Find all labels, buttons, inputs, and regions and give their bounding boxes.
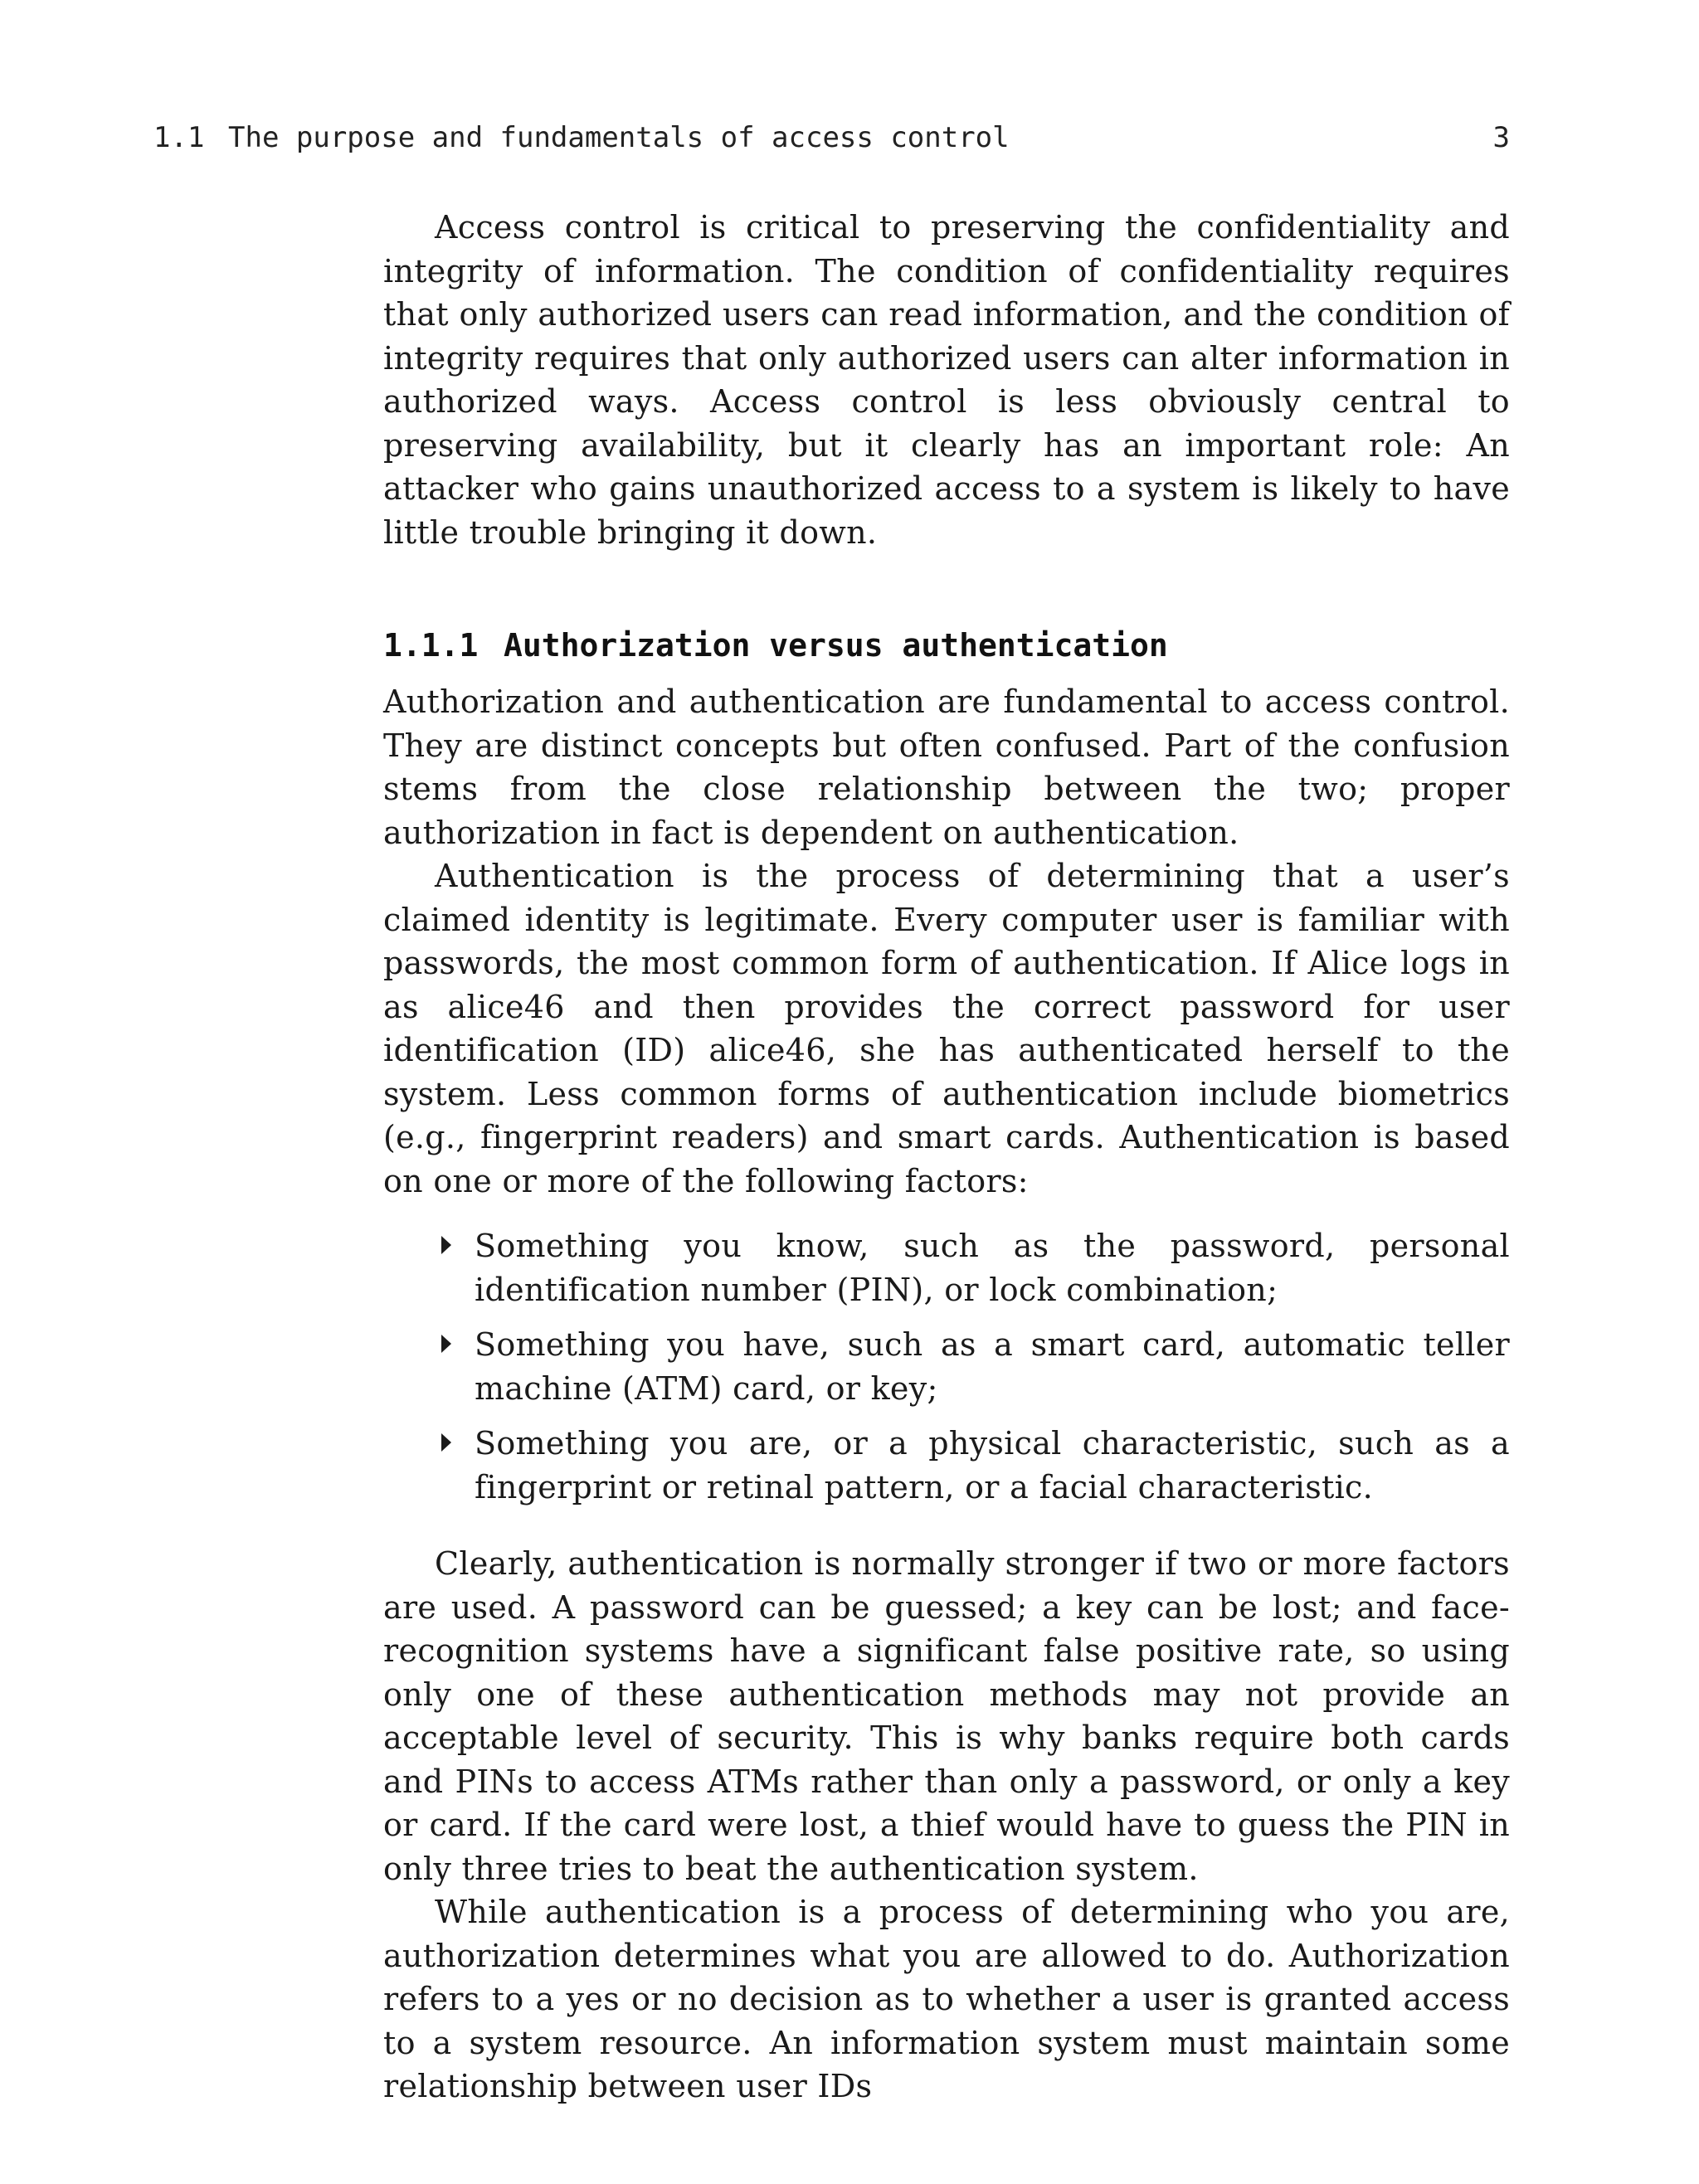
factor-text: Something you know, such as the password, personal identification number (PIN), or lock combination; [475,1228,1510,1308]
paragraph-authorization-intro: Authorization and authentication are fundamental to access control. They are distinct concepts but often confused. Part of the confusion stems from the close relationship between the two; proper authorization in fact is dependent on authentication. [383,683,1510,851]
bullet-icon [441,1433,451,1452]
list-item [435,1323,1510,1410]
header-section-number: 1.1 [153,121,205,154]
paragraph-multifactor: Clearly, authentication is normally stronger if two or more factors are used. A password can be guessed; a key can be lost; and face-recognition systems have a significant false positive rate, so using only one of these authentication methods may not provide an acceptable level of security. This is why banks require both cards and PINs to access ATMs rather than only a password, or only a key or card. If the card were lost, a thief would have to guess the PIN in only three tries to beat the authentication system. [383,1545,1510,1887]
factor-list [383,1224,1510,1509]
bullet-icon [441,1236,451,1254]
factor-text: Something you have, such as a smart card, automatic teller machine (ATM) card, or key; [475,1326,1510,1407]
paragraph-authentication-definition: Authentication is the process of determining that a user’s claimed identity is legitimate. Every computer user is familiar with passwords, the most common form of authentication. If Alice logs in as alice46 and then provides the correct password for user identification (ID) alice46, she has authenticated herself to the system. Less common forms of authentication include biometrics (e.g., fingerprint readers) and smart cards. Authentication is based on one or more of the following factors: [383,858,1510,1199]
body-text [383,206,1510,2109]
page-number: 3 [1492,121,1510,154]
header-section-title: The purpose and fundamentals of access control [228,121,1010,154]
list-item [435,1224,1510,1311]
paragraph-access-control: Access control is critical to preserving the confidentiality and integrity of information. The condition of confidentiality requires that only authorized users can read information, and the condition of integrity requires that only authorized users can alter information in authorized ways. Access control is less obviously central to preserving availability, but it clearly has an important role: An attacker who gains unauthorized access to a system is likely to have little trouble bringing it down. [383,209,1510,551]
bullet-icon [441,1335,451,1353]
paragraph-authorization-definition: While authentication is a process of determining who you are, authorization determines what you are allowed to do. Authorization refers to a yes or no decision as to whether a user is granted access to a system resource. An information system must maintain some relationship between user IDs [383,1894,1510,2104]
list-item [435,1422,1510,1509]
running-header [153,114,1510,161]
subsection-heading [383,624,1510,667]
subsection-number: 1.1.1 [383,627,479,664]
subsection-title: Authorization versus authentication [504,627,1168,664]
factor-text: Something you are, or a physical characteristic, such as a fingerprint or retinal pattern, or a facial characteristic. [475,1425,1510,1505]
